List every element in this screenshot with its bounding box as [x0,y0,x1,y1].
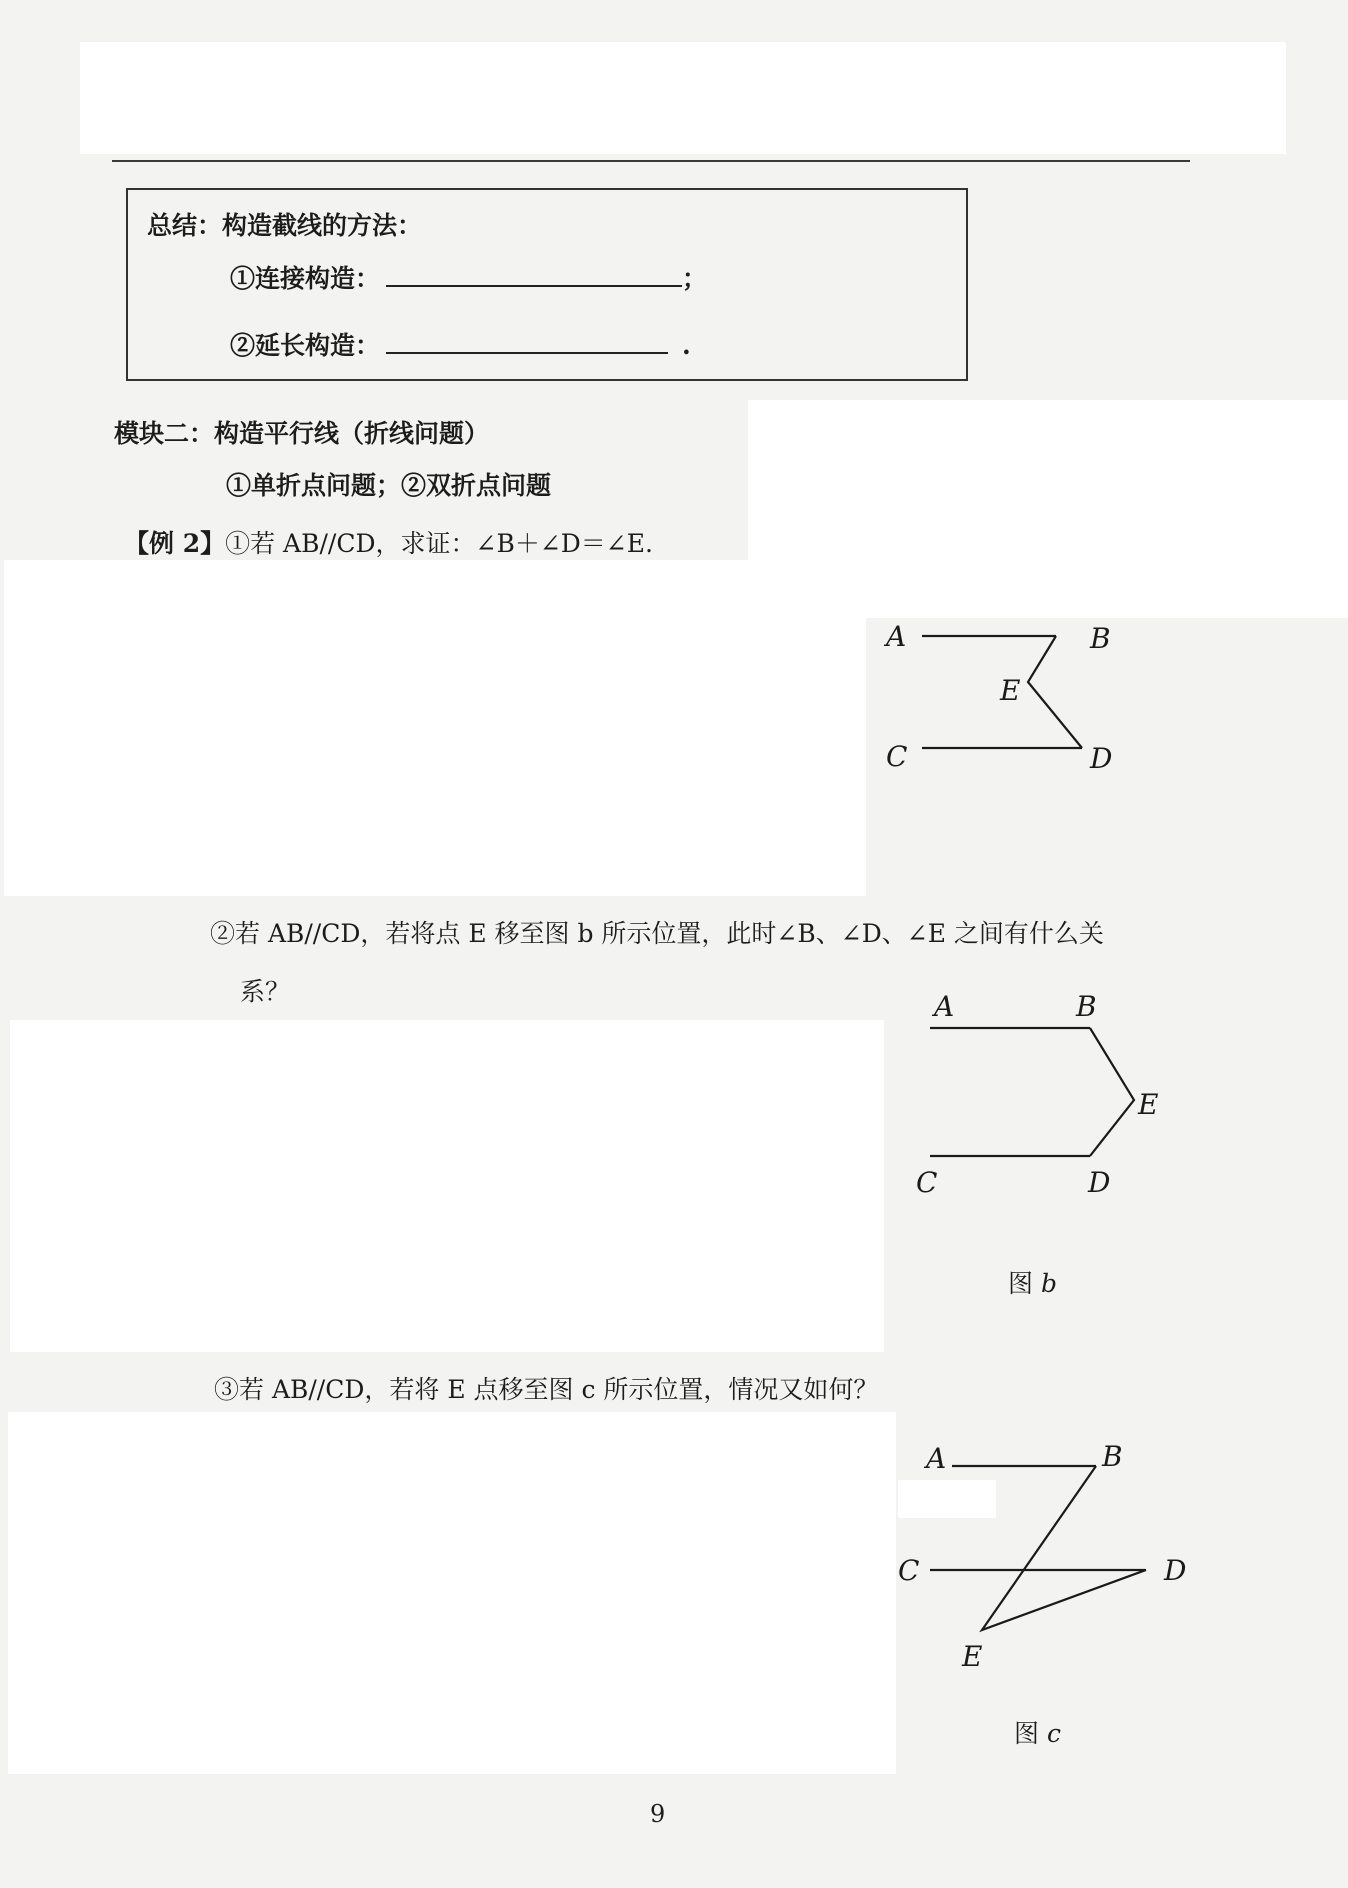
summary-item-1-blank [386,259,682,287]
fig-c-caption [1014,1714,1061,1750]
module-subheading: ①单折点问题；②双折点问题 [226,471,552,500]
header-rule [112,160,1190,162]
redaction-left-1 [4,560,866,896]
fig-c-caption-var: c [1046,1719,1061,1748]
example2-part2-line1: ②若 AB//CD，若将点 E 移至图 b 所示位置，此时∠B、∠D、∠E 之间有什么关 [210,919,1104,948]
fig-b-broken-line [1090,1028,1134,1156]
figure-c [890,1434,1210,1684]
summary-item-2-label: ②延长构造： [230,331,381,360]
fig-b-label-b: B [1076,990,1097,1023]
redaction-left-3 [8,1412,896,1774]
fig-b-label-a: A [934,990,955,1023]
fig-c-broken-line [982,1466,1146,1630]
fig-b-caption-var: b [1040,1269,1057,1298]
figure-b [900,980,1200,1200]
summary-item-2-end: . [682,331,691,360]
example2-part1-text: ①若 AB//CD，求证：∠B＋∠D＝∠E. [225,529,653,558]
fig-a-label-a: A [886,620,907,653]
fig-c-label-e: E [962,1640,983,1673]
summary-item-2 [230,326,691,362]
fig-c-label-b: B [1102,1440,1123,1473]
fig-c-label-c: C [898,1554,920,1587]
fig-b-label-d: D [1088,1166,1111,1199]
fig-a-label-d: D [1090,742,1113,775]
summary-title: 总结：构造截线的方法： [147,211,423,240]
example2-part3: ③若 AB//CD，若将 E 点移至图 c 所示位置，情况又如何？ [214,1375,879,1404]
figure-a [870,600,1170,790]
summary-item-1-end: ； [682,264,708,293]
fig-b-caption [1008,1264,1057,1300]
summary-item-1-label: ①连接构造： [230,264,381,293]
summary-item-2-blank [386,326,668,354]
module-heading: 模块二：构造平行线（折线问题） [114,419,490,448]
example2-part1 [124,524,653,560]
example2-part2-line2: 系？ [240,977,291,1006]
fig-c-label-a: A [926,1442,947,1475]
fig-c-label-d: D [1164,1554,1187,1587]
fig-a-label-b: B [1090,622,1111,655]
redaction-left-2 [10,1020,884,1352]
example2-label: 【例 2】 [124,529,226,558]
fig-a-label-e: E [1000,674,1021,707]
fig-c-caption-prefix: 图 [1014,1719,1040,1748]
summary-item-1 [230,259,707,295]
redaction-top [80,42,1286,154]
fig-b-label-e: E [1138,1088,1159,1121]
page-number: 9 [650,1800,666,1828]
fig-b-caption-prefix: 图 [1008,1269,1034,1298]
fig-a-label-c: C [886,740,908,773]
fig-a-broken-line [1028,636,1082,748]
fig-b-label-c: C [916,1166,938,1199]
